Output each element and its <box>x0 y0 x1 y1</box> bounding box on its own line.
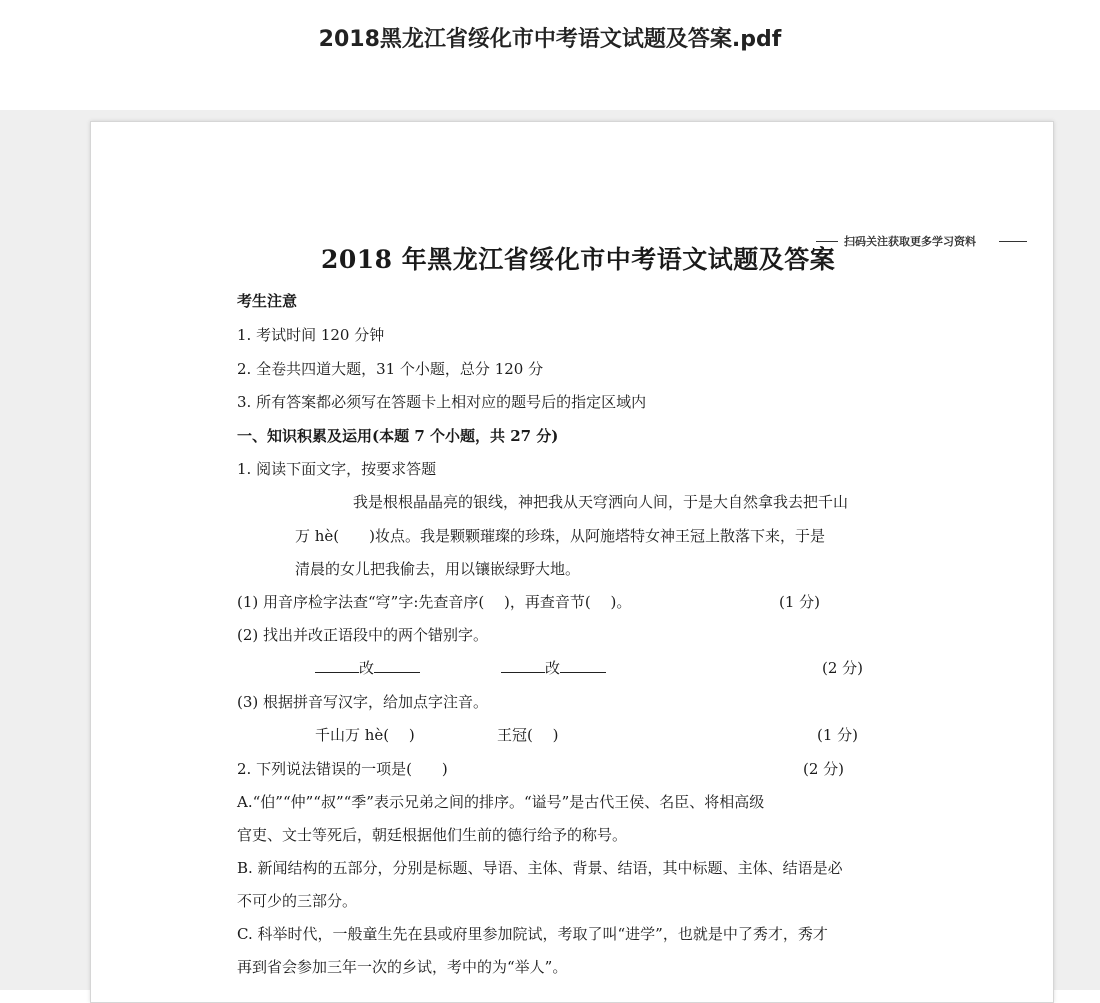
watermark <box>816 232 1026 250</box>
sub-question: (3) 根据拼音写汉字，给加点字注音。 <box>237 693 489 711</box>
correction-blank-1 <box>315 657 420 678</box>
passage-line: 万 hè( )妆点。我是颗颗璀璨的珍珠，从阿施塔特女神王冠上散落下来，于是 <box>295 527 826 545</box>
option-line: A.“伯”“仲”“叔”“季”表示兄弟之间的排序。“谥号”是古代王侯、名臣、将相高级 <box>237 793 765 811</box>
pdf-page <box>90 121 1054 1003</box>
question-prompt: 2. 下列说法错误的一项是( ) <box>237 760 448 778</box>
notice-item: 1. 考试时间 120 分钟 <box>237 326 385 344</box>
option-line: 不可少的三部分。 <box>237 892 358 910</box>
pinyin-item: 王冠( ) <box>497 726 559 744</box>
answer-blank <box>315 658 359 673</box>
option-line: 官吏、文士等死后，朝廷根据他们生前的德行给予的称号。 <box>237 826 628 844</box>
sub-question: (1) 用音序检字法查“穹”字:先查音序( )，再查音节( )。 <box>237 593 632 611</box>
score: (2 分) <box>803 760 845 778</box>
option-line: 再到省会参加三年一次的乡试，考中的为“举人”。 <box>237 958 568 976</box>
answer-blank <box>501 658 545 673</box>
watermark-rule-right <box>999 241 1027 242</box>
score: (2 分) <box>822 659 864 677</box>
question-prompt: 1. 阅读下面文字，按要求答题 <box>237 460 437 478</box>
score: (1 分) <box>779 593 821 611</box>
page-content <box>91 122 1053 1002</box>
document-title: 2018 年黑龙江省绥化市中考语文试题及答案 <box>321 245 836 274</box>
answer-blank <box>374 658 420 673</box>
fix-word: 改 <box>545 659 561 677</box>
answer-blank <box>560 658 606 673</box>
section-heading: 一、知识积累及运用(本题 7 个小题，共 27 分) <box>237 427 559 445</box>
passage-line: 我是根根晶晶亮的银线，神把我从天穹洒向人间，于是大自然拿我去把千山 <box>353 493 849 511</box>
score: (1 分) <box>817 726 859 744</box>
option-line: B. 新闻结构的五部分，分别是标题、导语、主体、背景、结语，其中标题、主体、结语是必 <box>237 859 843 877</box>
watermark-text: 扫码关注获取更多学习资料 <box>844 235 976 248</box>
notice-item: 2. 全卷共四道大题，31 个小题，总分 120 分 <box>237 360 544 378</box>
viewer-header <box>0 0 1100 110</box>
option-line: C. 科举时代，一般童生先在县或府里参加院试，考取了叫“进学”，也就是中了秀才，秀才 <box>237 925 828 943</box>
fix-word: 改 <box>359 659 375 677</box>
correction-blank-2 <box>501 657 606 678</box>
pinyin-item: 千山万 hè( ) <box>315 726 415 744</box>
passage-line: 清晨的女儿把我偷去，用以镶嵌绿野大地。 <box>295 560 581 578</box>
notice-item: 3. 所有答案都必须写在答题卡上相对应的题号后的指定区域内 <box>237 393 647 411</box>
file-title: 2018黑龙江省绥化市中考语文试题及答案.pdf <box>318 27 782 52</box>
notice-heading: 考生注意 <box>237 292 298 310</box>
sub-question: (2) 找出并改正语段中的两个错别字。 <box>237 626 489 644</box>
